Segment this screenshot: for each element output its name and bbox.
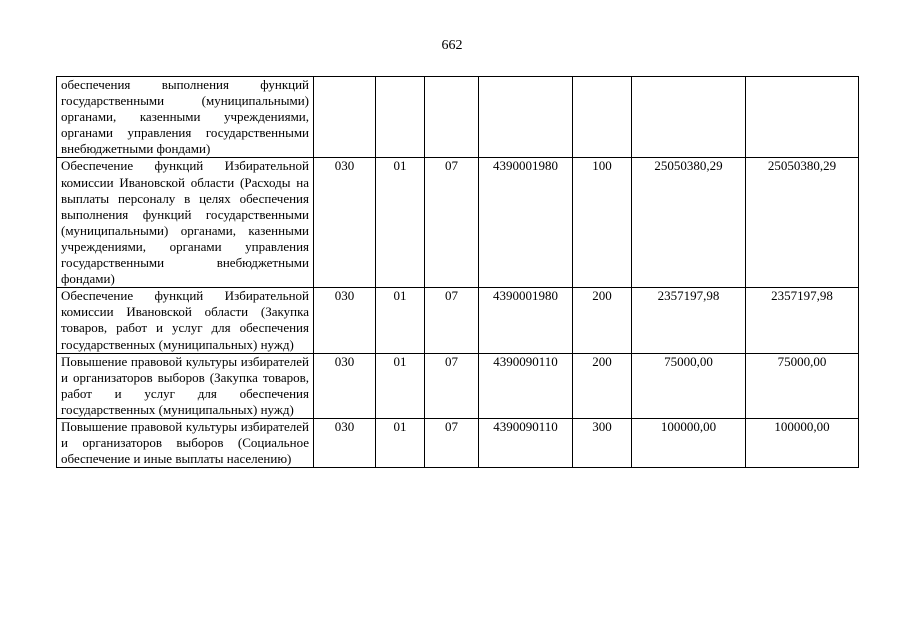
target-article-code: 4390090110 xyxy=(479,418,573,467)
subsection-code: 07 xyxy=(425,288,479,353)
table-row xyxy=(57,418,859,467)
ministry-code: 030 xyxy=(314,353,376,418)
row-description: Обеспечение функций Избирательной комиссии Ивановской области (Расходы на выплаты персоналу в целях обеспечения выполнения функций государственными (муниципальными) органами, казенными учреждениями, органами управления государственными внебюджетными фондами) xyxy=(57,158,314,288)
budget-table xyxy=(56,76,859,468)
target-article-code: 4390090110 xyxy=(479,353,573,418)
subsection-code xyxy=(425,77,479,158)
amount-2: 75000,00 xyxy=(746,353,859,418)
amount-1: 2357197,98 xyxy=(632,288,746,353)
section-code: 01 xyxy=(376,418,425,467)
expense-type-code: 200 xyxy=(573,288,632,353)
ministry-code: 030 xyxy=(314,418,376,467)
target-article-code: 4390001980 xyxy=(479,288,573,353)
section-code: 01 xyxy=(376,288,425,353)
ministry-code: 030 xyxy=(314,288,376,353)
expense-type-code: 300 xyxy=(573,418,632,467)
ministry-code xyxy=(314,77,376,158)
subsection-code: 07 xyxy=(425,353,479,418)
amount-1: 100000,00 xyxy=(632,418,746,467)
subsection-code: 07 xyxy=(425,418,479,467)
amount-2: 25050380,29 xyxy=(746,158,859,288)
table-row xyxy=(57,77,859,158)
page-number: 662 xyxy=(441,38,463,53)
row-description: Обеспечение функций Избирательной комиссии Ивановской области (Закупка товаров, работ и услуг для обеспечения государственных (муниципальных) нужд) xyxy=(57,288,314,353)
expense-type-code: 100 xyxy=(573,158,632,288)
amount-1 xyxy=(632,77,746,158)
amount-2 xyxy=(746,77,859,158)
row-description: обеспечения выполнения функций государственными (муниципальными) органами, казенными учреждениями, органами управления государственными внебюджетными фондами) xyxy=(57,77,314,158)
ministry-code: 030 xyxy=(314,158,376,288)
table-row xyxy=(57,353,859,418)
expense-type-code: 200 xyxy=(573,353,632,418)
section-code xyxy=(376,77,425,158)
table-row xyxy=(57,288,859,353)
subsection-code: 07 xyxy=(425,158,479,288)
row-description: Повышение правовой культуры избирателей и организаторов выборов (Закупка товаров, работ и услуг для обеспечения государственных (муниципальных) нужд) xyxy=(57,353,314,418)
section-code: 01 xyxy=(376,353,425,418)
target-article-code xyxy=(479,77,573,158)
section-code: 01 xyxy=(376,158,425,288)
table-row xyxy=(57,158,859,288)
amount-2: 100000,00 xyxy=(746,418,859,467)
expense-type-code xyxy=(573,77,632,158)
amount-1: 25050380,29 xyxy=(632,158,746,288)
amount-1: 75000,00 xyxy=(632,353,746,418)
amount-2: 2357197,98 xyxy=(746,288,859,353)
target-article-code: 4390001980 xyxy=(479,158,573,288)
row-description: Повышение правовой культуры избирателей и организаторов выборов (Социальное обеспечение и иные выплаты населению) xyxy=(57,418,314,467)
